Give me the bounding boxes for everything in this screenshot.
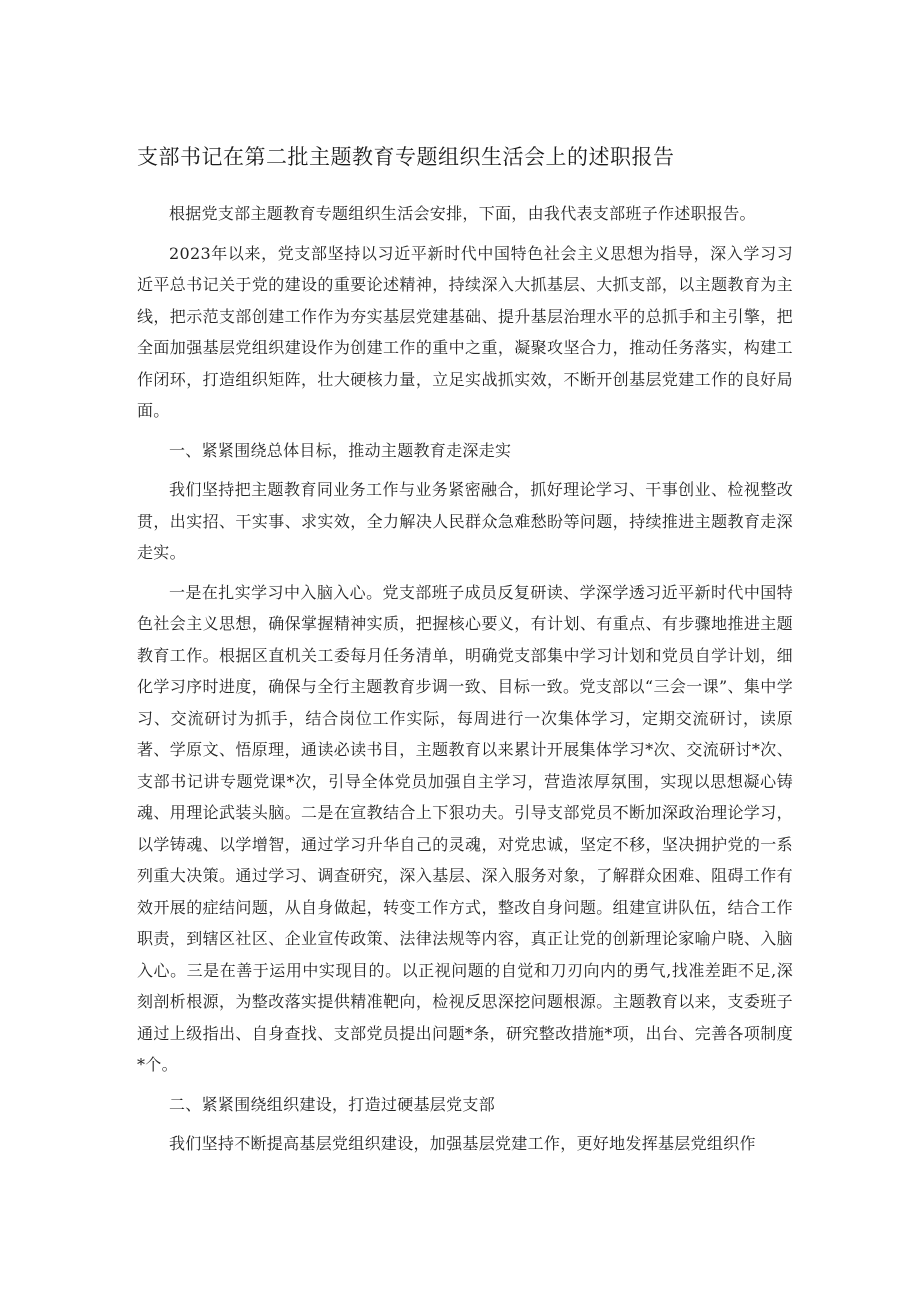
document-title: 支部书记在第二批主题教育专题组织生活会上的述职报告: [137, 145, 675, 169]
section-1-detail-paragraph: 一是在扎实学习中入脑入心。党支部班子成员反复研读、学深学透习近平新时代中国特色社会主义思想，确保掌握精神实质，把握核心要义，有计划、有重点、有步骤地推进主题教育工作。根据区直机关工委每月任务清单，明确党支部集中学习计划和党员自学计划，细化学习序时进度，确保与全行主题教育步调一致、目标一致。党支部以“三会一课”、集中学习、交流研讨为抓手，结合岗位工作实际，每周进行一次集体学习，定期交流研讨，读原著、学原文、悟原理，通读必读书目，主题教育以来累计开展集体学习*次、交流研讨*次、支部书记讲专题党课*次，引导全体党员加强自主学习，营造浓厚氛围，实现以思想凝心铸魂、用理论武装头脑。二是在宣教结合上下狠功夫。引导支部党员不断加深政治理论学习，以学铸魂、以学增智，通过学习升华自己的灵魂，对党忠诚，坚定不移，坚决拥护党的一系列重大决策。通过学习、调查研究，深入基层、深入服务对象，了解群众困难、阻碍工作有效开展的症结问题，从自身做起，转变工作方式，整改自身问题。组建宣讲队伍，结合工作职责，到辖区社区、企业宣传政策、法律法规等内容，真正让党的创新理论家喻户晓、入脑入心。三是在善于运用中实现目的。以正视问题的自觉和刀刃向内的勇气,找准差距不足,深刻剖析根源，为整改落实提供精准靶向，检视反思深挖问题根源。主题教育以来，支委班子通过上级指出、自身查找、支部党员提出问题*条，研究整改措施*项，出台、完善各项制度*个。: [137, 582, 793, 1074]
section-2-intro-paragraph: 我们坚持不断提高基层党组织建设，加强基层党建工作，更好地发挥基层党组织作: [169, 1134, 756, 1153]
overview-paragraph: 2023年以来，党支部坚持以习近平新时代中国特色社会主义思想为指导，深入学习习近平总书记关于党的建设的重要论述精神，持续深入大抓基层、大抓支部，以主题教育为主线，把示范支部创建工作作为夯实基层党建基础、提升基层治理水平的总抓手和主引擎，把全面加强基层党组织建设作为创建工作的重中之重，凝聚攻坚合力，推动任务落实，构建工作闭环，打造组织矩阵，壮大硬核力量，立足实战抓实效，不断开创基层党建工作的良好局面。: [137, 243, 793, 420]
intro-paragraph: 根据党支部主题教育专题组织生活会安排，下面，由我代表支部班子作述职报告。: [169, 204, 756, 223]
document-body: [137, 198, 793, 1168]
section-1-intro-paragraph: 我们坚持把主题教育同业务工作与业务紧密融合，抓好理论学习、干事创业、检视整改贯，出实招、干实事、求实效，全力解决人民群众急难愁盼等问题，持续推进主题教育走深走实。: [137, 480, 793, 562]
section-heading-1: 一、紧紧围绕总体目标，推动主题教育走深走实: [169, 440, 512, 460]
section-heading-2: 二、紧紧围绕组织建设，打造过硬基层党支部: [169, 1094, 496, 1114]
